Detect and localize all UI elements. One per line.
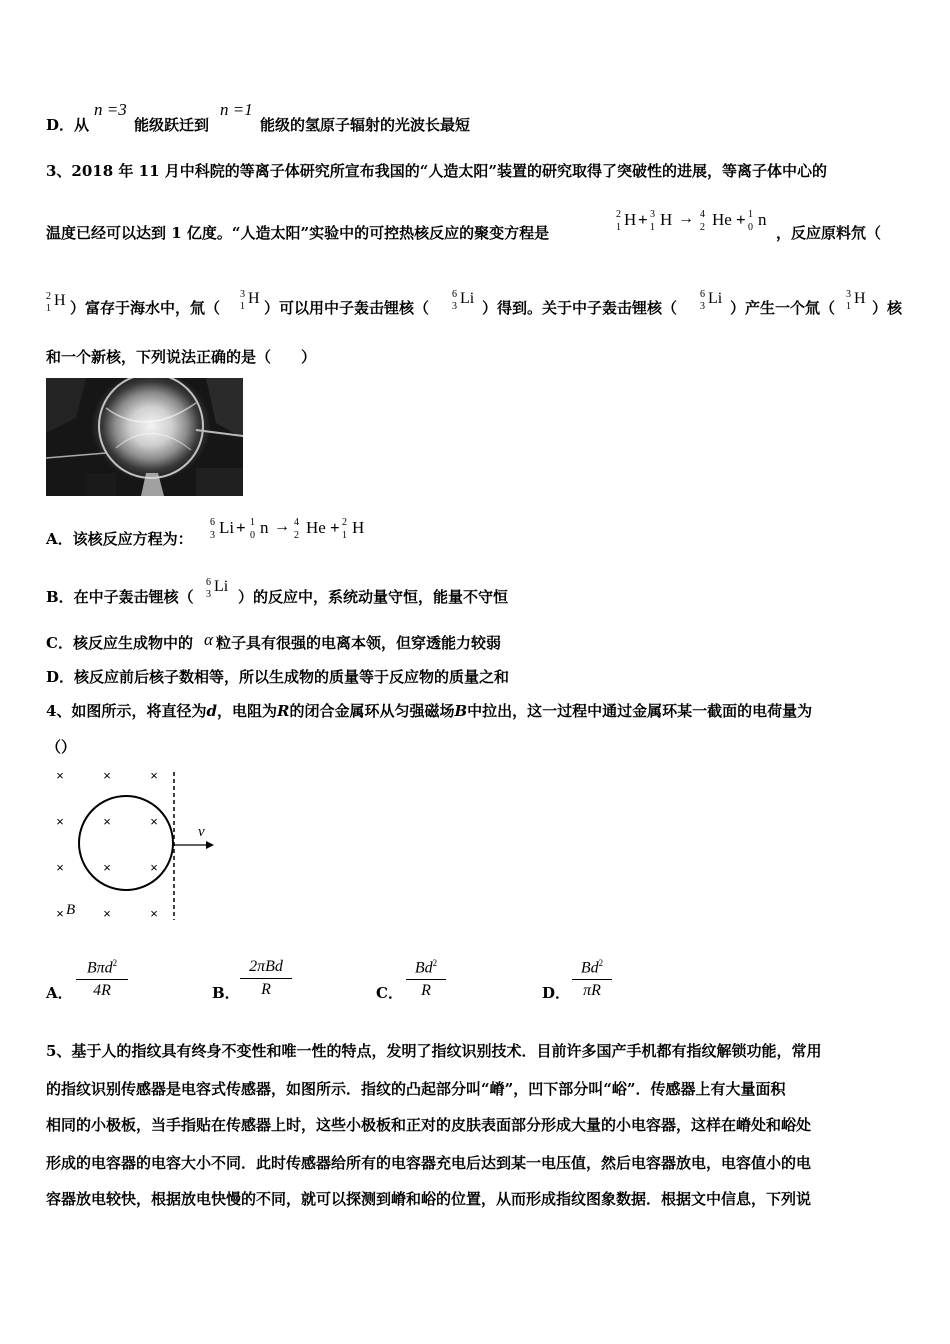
q4-option-c-fraction: $\frac{Bd^2}{R}$ xyxy=(406,958,446,1000)
nuclide-lithium-2: 6 3 Li xyxy=(700,289,723,312)
field-cross: × xyxy=(150,906,158,921)
q3-option-a: A．该核反应方程为： xyxy=(46,530,193,548)
option-b-lithium: 6 3 Li xyxy=(206,577,229,600)
q4-option-d-label: D． xyxy=(542,984,571,1002)
field-label: B xyxy=(66,902,76,918)
field-cross: × xyxy=(150,768,158,783)
q5-line: 相同的小极板，当手指贴在传感器上时，这些小极板和正对的皮肤表面部分形成大量的小电容器，这样在嵴处和峪处 xyxy=(46,1116,812,1134)
q3-line3-d: ）产生一个氚（ xyxy=(730,299,836,317)
q3-option-b-post: ）的反应中，系统动量守恒，能量不守恒 xyxy=(238,588,509,606)
artificial-sun-photo xyxy=(46,378,243,496)
alpha-symbol: α xyxy=(204,630,213,649)
nuclide-lithium: 6 3 Li xyxy=(452,289,475,312)
q4-option-a-label: A． xyxy=(46,984,73,1002)
q4-option-d-fraction: $\frac{Bd^2}{\pi R}$ xyxy=(572,958,612,1000)
field-cross: × xyxy=(56,906,64,921)
magnetic-field-figure xyxy=(46,764,226,924)
q3-line3-e: ）核 xyxy=(872,299,903,317)
q4-option-c-label: C． xyxy=(376,984,403,1002)
option-a-equation: 6 3 Li + 1 0 n → 4 2 He + 2 1 H xyxy=(210,517,365,541)
q2-mid: 能级跃迁到 xyxy=(134,116,210,134)
field-cross: × xyxy=(103,906,111,921)
field-cross: × xyxy=(150,814,158,829)
photo-details xyxy=(46,378,243,496)
q5-line: 的指纹识别传感器是电容式传感器，如图所示．指纹的凸起部分叫“嵴”，凹下部分叫“峪”．传感器上有大量面积 xyxy=(46,1080,786,1098)
q3-option-c-post: 粒子具有很强的电离本领，但穿透能力较弱 xyxy=(216,634,502,652)
q4-option-b-fraction: 2πBd R xyxy=(240,958,292,999)
q5-line: 形成的电容器的电容大小不同．此时传感器给所有的电容器充电后达到某一电压值，然后电容器放电，电容值小的电 xyxy=(46,1154,812,1172)
q3-line3-a: ）富存于海水中，氚（ xyxy=(70,299,221,317)
field-cross: × xyxy=(56,814,64,829)
q3-line1: 3、2018 年 11 月中科院的等离子体研究所宣布我国的“人造太阳”装置的研究取得了突破性的进展，等离子体中心的 xyxy=(46,162,827,180)
q3-line2: 温度已经可以达到 1 亿度。“人造太阳”实验中的可控热核反应的聚变方程是 xyxy=(46,224,550,242)
nuclide-tritium: 3 1 H xyxy=(240,289,260,312)
fusion-equation: 2 1 H + 3 1 H → 4 2 He + 1 0 n xyxy=(616,209,767,233)
field-cross: × xyxy=(56,860,64,875)
q2-end: 能级的氢原子辐射的光波长最短 xyxy=(260,116,471,134)
q2-n3: n =3 xyxy=(94,100,127,119)
q3-line3-b: ）可以用中子轰击锂核（ xyxy=(264,299,430,317)
q3-line4: 和一个新核，下列说法正确的是（ ） xyxy=(46,348,317,366)
q4-option-a-fraction: Bπd$^2$ 4R xyxy=(76,958,128,1000)
metal-ring xyxy=(79,796,173,890)
q4-text: 4、如图所示，将直径为d，电阻为R的闭合金属环从匀强磁场B中拉出，这一过程中通过金属环某一截面的电荷量为 xyxy=(46,702,813,720)
q3-line2-tail: ，反应原料氘（ xyxy=(776,224,882,242)
velocity-label: v xyxy=(198,824,205,840)
q3-line3-c: ）得到。关于中子轰击锂核（ xyxy=(482,299,678,317)
field-cross: × xyxy=(103,860,111,875)
field-cross: × xyxy=(103,814,111,829)
q2-n1: n =1 xyxy=(220,100,253,119)
arrowhead-icon xyxy=(206,841,214,849)
q5-line: 5、基于人的指纹具有终身不变性和唯一性的特点，发明了指纹识别技术．目前许多国产手机都有指纹解锁功能，常用 xyxy=(46,1042,822,1060)
nuclide-deuterium: 2 1 H xyxy=(46,291,66,314)
q3-option-d: D．核反应前后核子数相等，所以生成物的质量等于反应物的质量之和 xyxy=(46,668,510,686)
nuclide-tritium-2: 3 1 H xyxy=(846,289,866,312)
q3-option-b-pre: B．在中子轰击锂核（ xyxy=(46,588,194,606)
q2-option-d: D．从 xyxy=(46,116,90,134)
field-cross: × xyxy=(150,860,158,875)
q5-line: 容器放电较快，根据放电快慢的不同，就可以探测到嵴和峪的位置，从而形成指纹图象数据．根据文中信息，下列说 xyxy=(46,1190,812,1208)
q4-option-b-label: B． xyxy=(212,984,240,1002)
q3-option-c-pre: C．核反应生成物中的 xyxy=(46,634,193,652)
field-cross: × xyxy=(103,768,111,783)
q4-paren: （） xyxy=(46,738,77,756)
field-cross: × xyxy=(56,768,64,783)
